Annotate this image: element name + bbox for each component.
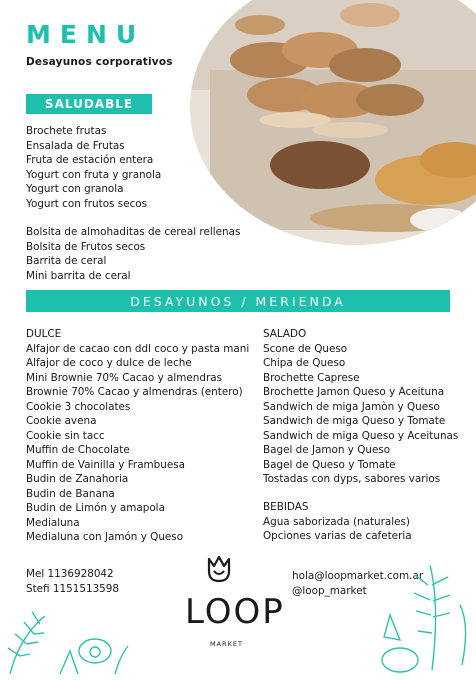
list-item: Agua saborizada (naturales) [263,515,410,528]
list-item: Budin de Banana [26,487,115,500]
instagram-handle: @loop_market [292,584,367,597]
list-item: Mini Brownie 70% Cacao y almendras [26,371,223,384]
list-item: Scone de Queso [263,342,348,355]
food-photo [190,0,476,245]
list-item: Fruta de estación entera [26,154,154,166]
tulip-logo-icon [203,553,235,589]
list-item: Bagel de Queso y Tomate [263,458,396,471]
list-item: Chipa de Queso [263,357,346,369]
saludable-list-2 [26,225,240,283]
list-item: Bagel de Jamon y Queso [263,444,391,456]
list-item: Muffin de Vainilla y Frambuesa [26,458,186,471]
saludable-heading: SALUDABLE [26,94,152,114]
list-item: Budin de Zanahoria [26,473,129,485]
list-item: Cookie 3 chocolates [26,400,131,413]
list-item: Yogurt con granola [26,183,124,195]
list-item: Muffin de Chocolate [26,444,130,456]
saludable-list-1 [26,124,161,211]
list-item: Alfajor de cacao con ddl coco y pasta mani [26,342,250,355]
list-item: Ensalada de Frutas [26,139,125,152]
list-item: Brochete frutas [26,125,107,137]
salado-column [263,327,458,487]
list-item: Mini barrita de ceral [26,269,131,282]
list-item: Bolsita de almohaditas de cereal rellenas [26,226,241,238]
list-item: Sandwich de miga Queso y Aceitunas [263,429,459,442]
menu-title: MENU [26,20,146,49]
list-item: Medialuna [26,516,80,529]
list-item: Alfajor de coco y dulce de leche [26,357,192,369]
email-address: hola@loopmarket.com.ar [292,570,424,582]
list-item: Cookie avena [26,415,97,427]
list-item: Barrita de ceral [26,255,107,267]
menu-subtitle: Desayunos corporativos [26,56,173,68]
bebidas-heading: BEBIDAS [263,501,309,513]
vegetable-sketch-right-icon [370,545,476,680]
logo-tagline: MARKET [210,640,243,648]
list-item: Brochette Jamon Queso y Aceituna [263,386,445,398]
salado-heading: SALADO [263,328,307,340]
list-item: Brochette Caprese [263,371,360,384]
dulce-column [26,327,249,545]
list-item: Cookie sin tacc [26,429,105,442]
list-item: Opciones varias de cafeteria [263,530,412,542]
logo-wordmark: LOOP [185,592,285,632]
phone-stefi: Stefi 1151513598 [26,582,120,595]
phone-contacts [26,567,119,596]
dulce-heading: DULCE [26,328,62,340]
list-item: Yogurt con fruta y granola [26,168,162,181]
list-item: Brownie 70% Cacao y almendras (entero) [26,386,243,398]
list-item: Sandwich de miga Jamòn y Queso [263,400,440,413]
list-item: Medialuna con Jamón y Queso [26,531,184,543]
desayunos-heading: DESAYUNOS / MERIENDA [26,290,450,312]
bebidas-column [263,500,412,544]
list-item: Sandwich de miga Queso y Tomate [263,415,446,427]
list-item: Budin de Limón y amapola [26,502,165,514]
list-item: Tostadas con dyps, sabores varios [263,473,441,485]
list-item: Yogurt con frutos secos [26,197,148,210]
list-item: Bolsita de Frutos secos [26,240,146,253]
phone-mel: Mel 1136928042 [26,568,114,580]
vegetable-sketch-left-icon [0,596,130,680]
